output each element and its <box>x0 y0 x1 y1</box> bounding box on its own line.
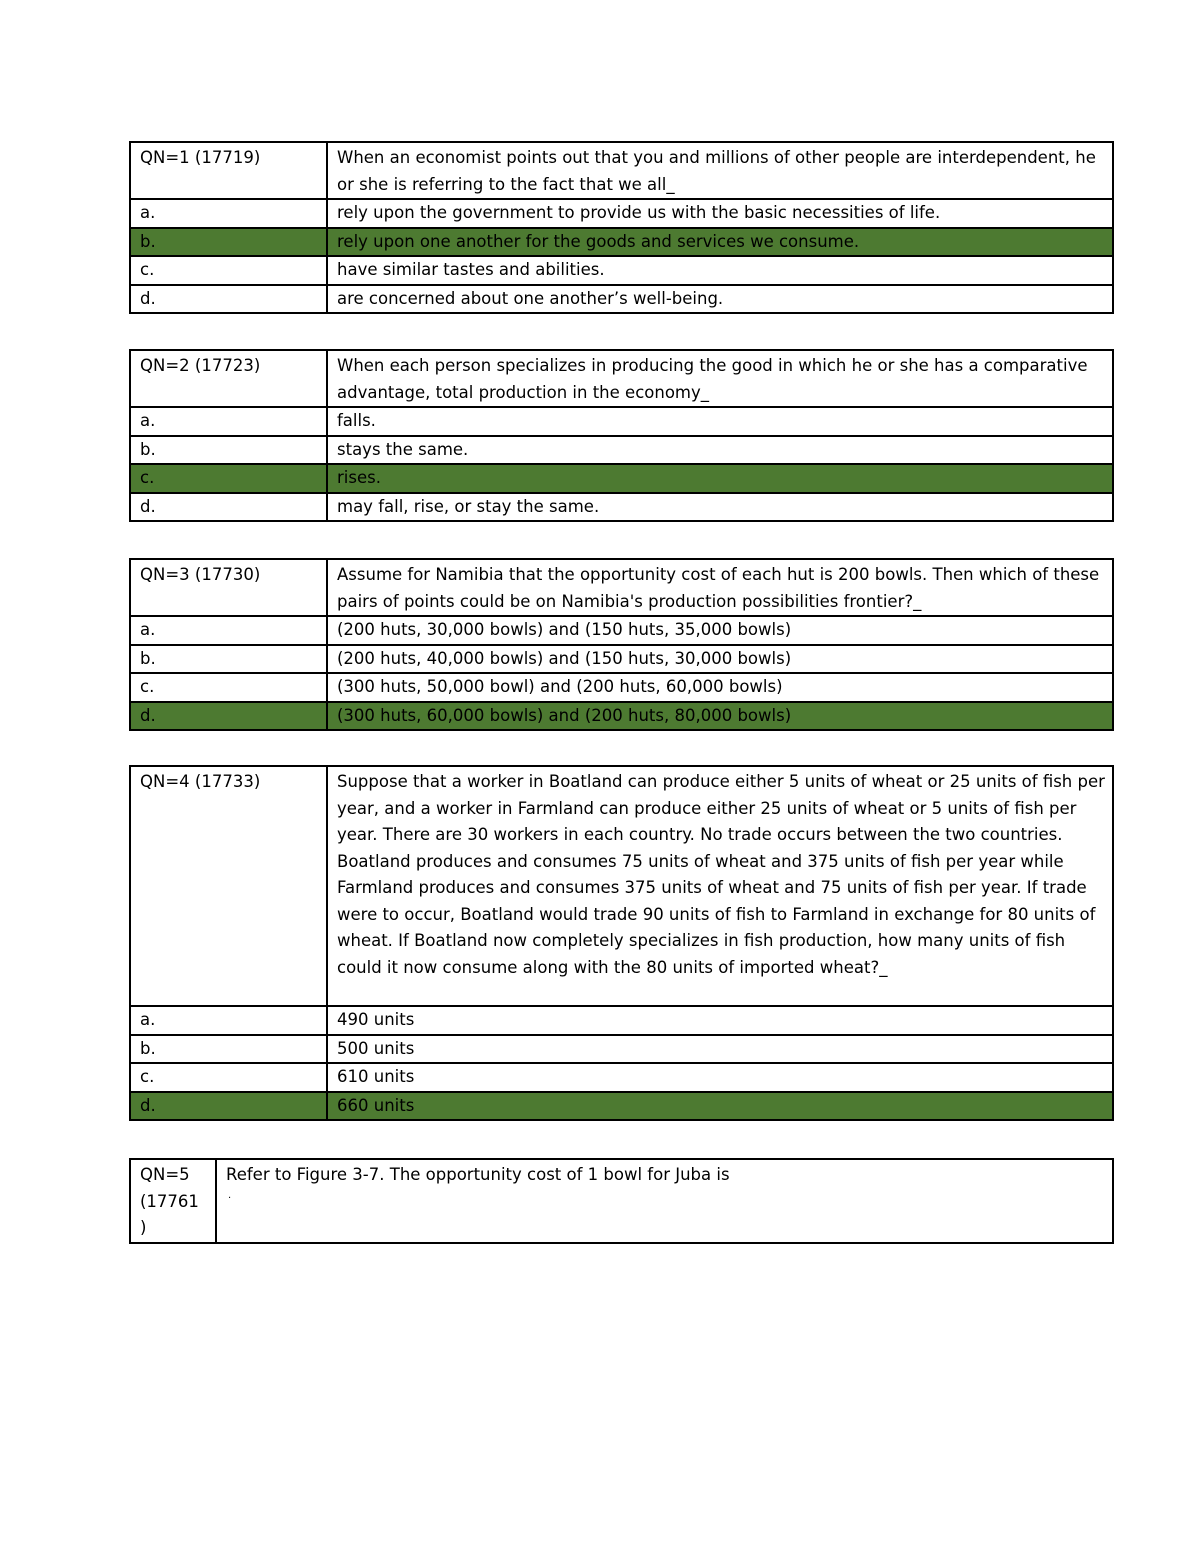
option-text: stays the same. <box>327 436 1113 465</box>
question-text: When an economist points out that you and millions of other people are interdependent, he or she is referring to the fact that we all_ <box>327 142 1113 199</box>
option-label: c. <box>130 464 327 493</box>
question-id: QN=2 (17723) <box>130 350 327 407</box>
option-text: falls. <box>327 407 1113 436</box>
question-table-5 <box>129 1158 1114 1244</box>
correct-option-row <box>130 464 1113 493</box>
option-text: have similar tastes and abilities. <box>327 256 1113 285</box>
option-text: 490 units <box>327 1006 1113 1035</box>
question-text: Suppose that a worker in Boatland can produce either 5 units of wheat or 25 units of fish per year, and a worker in Farmland can produce either 25 units of wheat or 5 units of fish per year. There are 30 workers in each country. No trade occurs between the two countries. Boatland produces and consumes 75 units of wheat and 375 units of fish per year while Farmland produces and consumes 375 units of wheat and 75 units of fish per year. If trade were to occur, Boatland would trade 90 units of fish to Farmland in exchange for 80 units of wheat. If Boatland now completely specializes in fish production, how many units of fish could it now consume along with the 80 units of imported wheat?_ <box>327 766 1113 1006</box>
option-label: c. <box>130 673 327 702</box>
option-label: a. <box>130 1006 327 1035</box>
option-label: b. <box>130 1035 327 1064</box>
question-id: QN=5 (17761 ) <box>130 1159 216 1243</box>
option-text: 660 units <box>327 1092 1113 1121</box>
option-text: rely upon one another for the goods and services we consume. <box>327 228 1113 257</box>
option-label: a. <box>130 407 327 436</box>
question-text: Refer to Figure 3-7. The opportunity cost of 1 bowl for Juba is <box>226 1165 730 1184</box>
option-text: 610 units <box>327 1063 1113 1092</box>
option-text: (200 huts, 30,000 bowls) and (150 huts, 35,000 bowls) <box>327 616 1113 645</box>
option-label: d. <box>130 1092 327 1121</box>
question-table-4 <box>129 765 1114 1121</box>
question-id: QN=4 (17733) <box>130 766 327 1006</box>
question-id: QN=1 (17719) <box>130 142 327 199</box>
answer-blank: . <box>228 1189 232 1201</box>
option-text: 500 units <box>327 1035 1113 1064</box>
question-table-2 <box>129 349 1114 522</box>
option-label: d. <box>130 285 327 314</box>
option-label: a. <box>130 199 327 228</box>
option-label: d. <box>130 493 327 522</box>
option-label: b. <box>130 436 327 465</box>
option-label: b. <box>130 645 327 674</box>
option-label: b. <box>130 228 327 257</box>
question-table-1 <box>129 141 1114 314</box>
question-id: QN=3 (17730) <box>130 559 327 616</box>
question-text: Assume for Namibia that the opportunity cost of each hut is 200 bowls. Then which of these pairs of points could be on Namibia's production possibilities frontier?_ <box>327 559 1113 616</box>
option-text: (300 huts, 50,000 bowl) and (200 huts, 60,000 bowls) <box>327 673 1113 702</box>
option-text: (300 huts, 60,000 bowls) and (200 huts, 80,000 bowls) <box>327 702 1113 731</box>
option-text: (200 huts, 40,000 bowls) and (150 huts, 30,000 bowls) <box>327 645 1113 674</box>
question-text-cell <box>216 1159 1113 1243</box>
option-label: d. <box>130 702 327 731</box>
option-label: c. <box>130 1063 327 1092</box>
option-text: rely upon the government to provide us with the basic necessities of life. <box>327 199 1113 228</box>
correct-option-row <box>130 228 1113 257</box>
correct-option-row <box>130 1092 1113 1121</box>
option-text: rises. <box>327 464 1113 493</box>
option-label: c. <box>130 256 327 285</box>
option-label: a. <box>130 616 327 645</box>
question-text: When each person specializes in producing the good in which he or she has a comparative advantage, total production in the economy_ <box>327 350 1113 407</box>
option-text: may fall, rise, or stay the same. <box>327 493 1113 522</box>
correct-option-row <box>130 702 1113 731</box>
question-table-3 <box>129 558 1114 731</box>
option-text: are concerned about one another’s well-being. <box>327 285 1113 314</box>
